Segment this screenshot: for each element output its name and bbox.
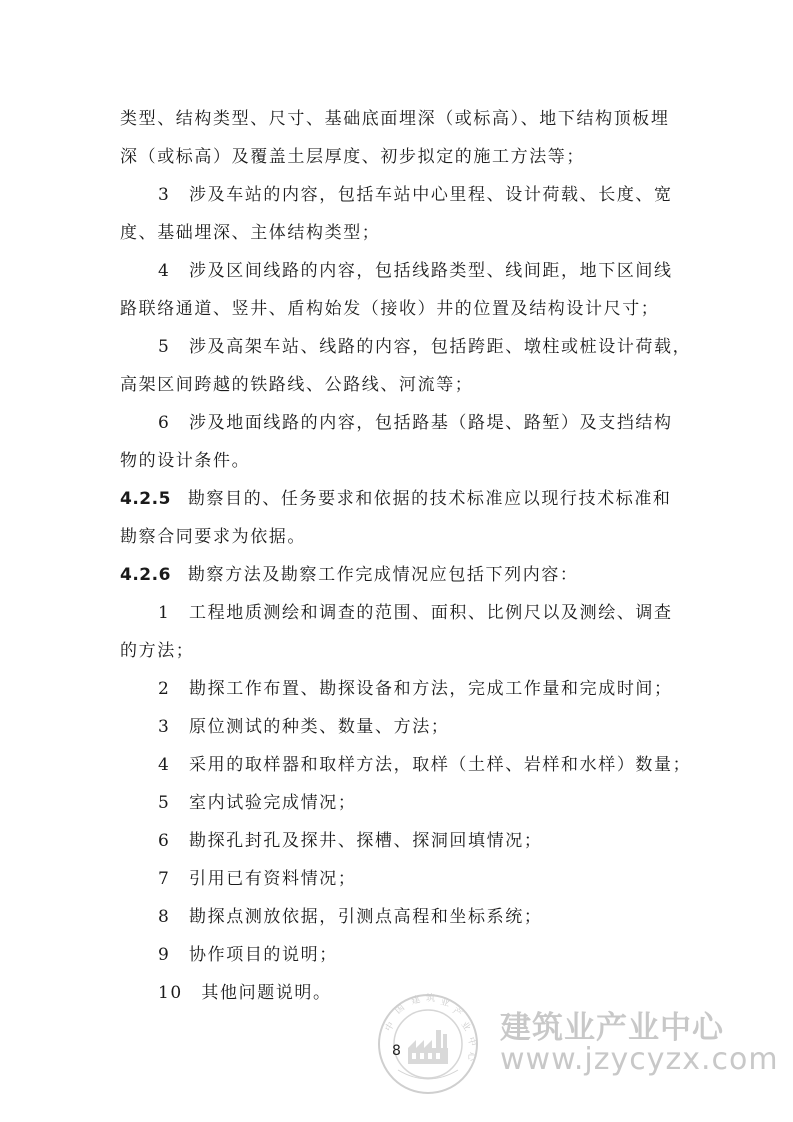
svg-text:中: 中 — [465, 1036, 478, 1048]
body-line: 的方法； — [120, 641, 195, 661]
body-line: 勘察合同要求为依据。 — [120, 527, 306, 547]
clause-number: 4.2.6 — [120, 565, 171, 585]
svg-text:心: 心 — [466, 1052, 476, 1062]
clause-4-2-6 — [120, 564, 579, 586]
body-line: 路联络通道、竖井、盾构始发（接收）井的位置及结构设计尺寸； — [120, 299, 660, 319]
svg-text:业: 业 — [458, 1019, 472, 1034]
list-item-2: 2 勘探工作布置、勘探设备和方法，完成工作量和完成时间； — [158, 679, 673, 699]
list-item-6: 6 涉及地面线路的内容，包括路基（路堤、路堑）及支挡结构 — [158, 413, 673, 433]
list-item-6: 6 勘探孔封孔及探井、探槽、探洞回填情况； — [158, 831, 543, 851]
watermark-url: www.jzycyzx.com — [500, 1042, 779, 1077]
body-line: 深（或标高）及覆盖土层厚度、初步拟定的施工方法等； — [120, 147, 585, 167]
svg-text:国: 国 — [393, 1002, 407, 1017]
list-item-8: 8 勘探点测放依据，引测点高程和坐标系统； — [158, 907, 543, 927]
list-item-7: 7 引用已有资料情况； — [158, 869, 357, 889]
list-item-5: 5 涉及高架车站、线路的内容，包括跨距、墩柱或桩设计荷载， — [158, 337, 692, 357]
list-item-9: 9 协作项目的说明； — [158, 945, 338, 965]
svg-text:中: 中 — [383, 1020, 398, 1034]
clause-4-2-5 — [120, 488, 672, 510]
svg-text:筑: 筑 — [426, 994, 436, 1004]
svg-text:产: 产 — [450, 1006, 464, 1020]
list-item-4: 4 采用的取样器和取样方法，取样（土样、岩样和水样）数量； — [158, 755, 692, 775]
svg-text:建: 建 — [410, 994, 422, 1007]
body-line: 物的设计条件。 — [120, 451, 251, 471]
page-number: 8 — [392, 1043, 401, 1059]
list-item-10: 10 其他问题说明。 — [158, 983, 332, 1003]
list-item-3: 3 原位测试的种类、数量、方法； — [158, 717, 450, 737]
body-line: 类型、结构类型、尺寸、基础底面埋深（或标高）、地下结构顶板埋 — [120, 109, 670, 129]
list-item-3: 3 涉及车站的内容，包括车站中心里程、设计荷载、长度、宽 — [158, 185, 673, 205]
clause-text: 勘察目的、任务要求和依据的技术标准应以现行技术标准和 — [187, 489, 672, 509]
body-line: 度、基础埋深、主体结构类型； — [120, 223, 381, 243]
list-item-5: 5 室内试验完成情况； — [158, 793, 357, 813]
watermark-title: 建筑业产业中心 — [500, 1010, 724, 1046]
body-line: 高架区间跨越的铁路线、公路线、河流等； — [120, 375, 474, 395]
list-item-1: 1 工程地质测绘和调查的范围、面积、比例尺以及测绘、调查 — [158, 603, 673, 623]
svg-text:业: 业 — [439, 997, 451, 1010]
clause-text: 勘察方法及勘察工作完成情况应包括下列内容： — [187, 565, 579, 585]
list-item-4: 4 涉及区间线路的内容，包括线路类型、线间距，地下区间线 — [158, 261, 673, 281]
clause-number: 4.2.5 — [120, 489, 171, 509]
